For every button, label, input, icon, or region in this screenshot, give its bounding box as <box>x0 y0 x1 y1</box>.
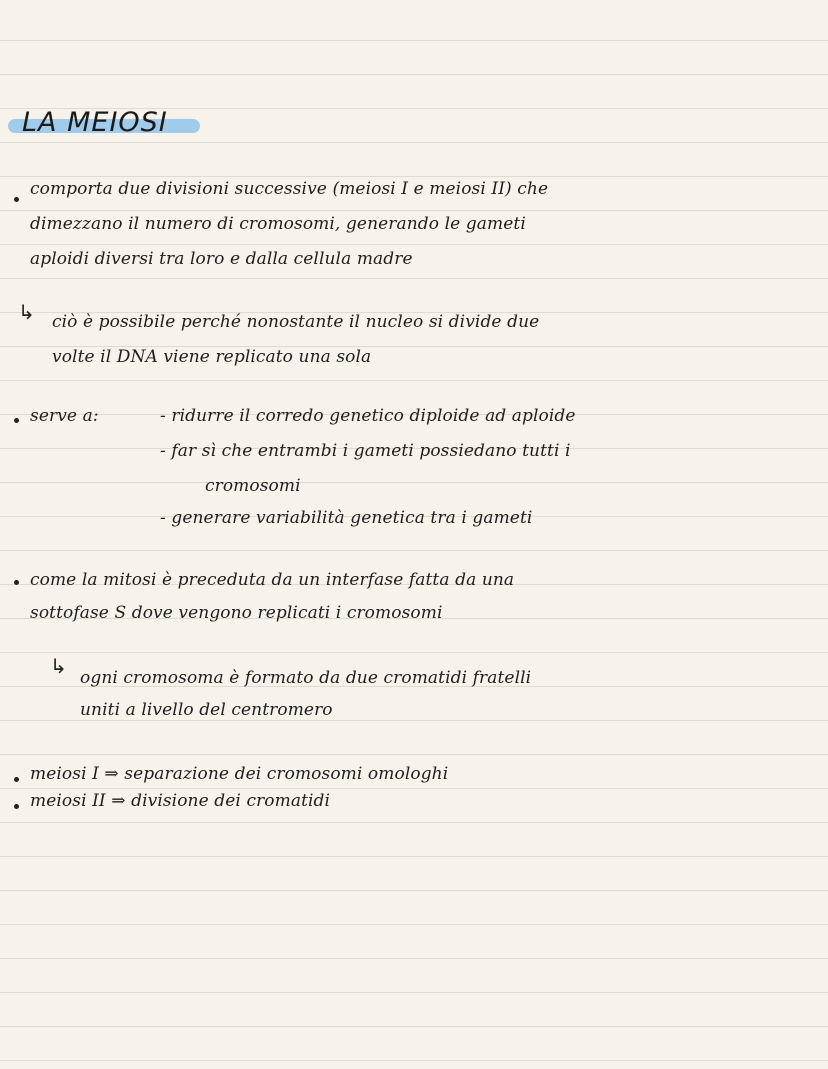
text-line-4: ciò è possibile perché nonostante il nucleo si divide due <box>52 312 540 332</box>
text-line-7: - ridurre il corredo genetico diploide ad aploide <box>160 406 576 426</box>
text-line-5: volte il DNA viene replicato una sola <box>52 347 372 367</box>
text-line-8: - far sì che entrambi i gameti possiedano tutti i <box>160 441 571 461</box>
text-line-1: comporta due divisioni successive (meiosi I e meiosi II) che <box>30 179 549 199</box>
page-title: LA MEIOSI <box>22 107 168 138</box>
text-line-12: sottofase S dove vengono replicati i cromosomi <box>30 603 443 623</box>
text-line-11: come la mitosi è preceduta da un interfase fatta da una <box>30 570 515 590</box>
bullet-5 <box>14 804 19 809</box>
text-line-15: meiosi I ⇒ separazione dei cromosomi omologhi <box>30 764 449 784</box>
arrow-icon: ↳ <box>50 654 67 678</box>
text-line-10: - generare variabilità genetica tra i gameti <box>160 508 533 528</box>
bullet-4 <box>14 777 19 782</box>
text-line-16: meiosi II ⇒ divisione dei cromatidi <box>30 791 331 811</box>
text-line-14: uniti a livello del centromero <box>80 700 333 720</box>
bullet-2 <box>14 418 19 423</box>
text-line-3: aploidi diversi tra loro e dalla cellula madre <box>30 249 413 269</box>
text-line-6: serve a: <box>30 406 99 426</box>
arrow-icon: ↳ <box>18 300 35 324</box>
title-block <box>8 103 208 143</box>
bullet-1 <box>14 197 19 202</box>
text-line-2: dimezzano il numero di cromosomi, generando le gameti <box>30 214 526 234</box>
text-line-9: cromosomi <box>205 476 301 496</box>
bullet-3 <box>14 580 19 585</box>
text-line-13: ogni cromosoma è formato da due cromatidi fratelli <box>80 668 532 688</box>
